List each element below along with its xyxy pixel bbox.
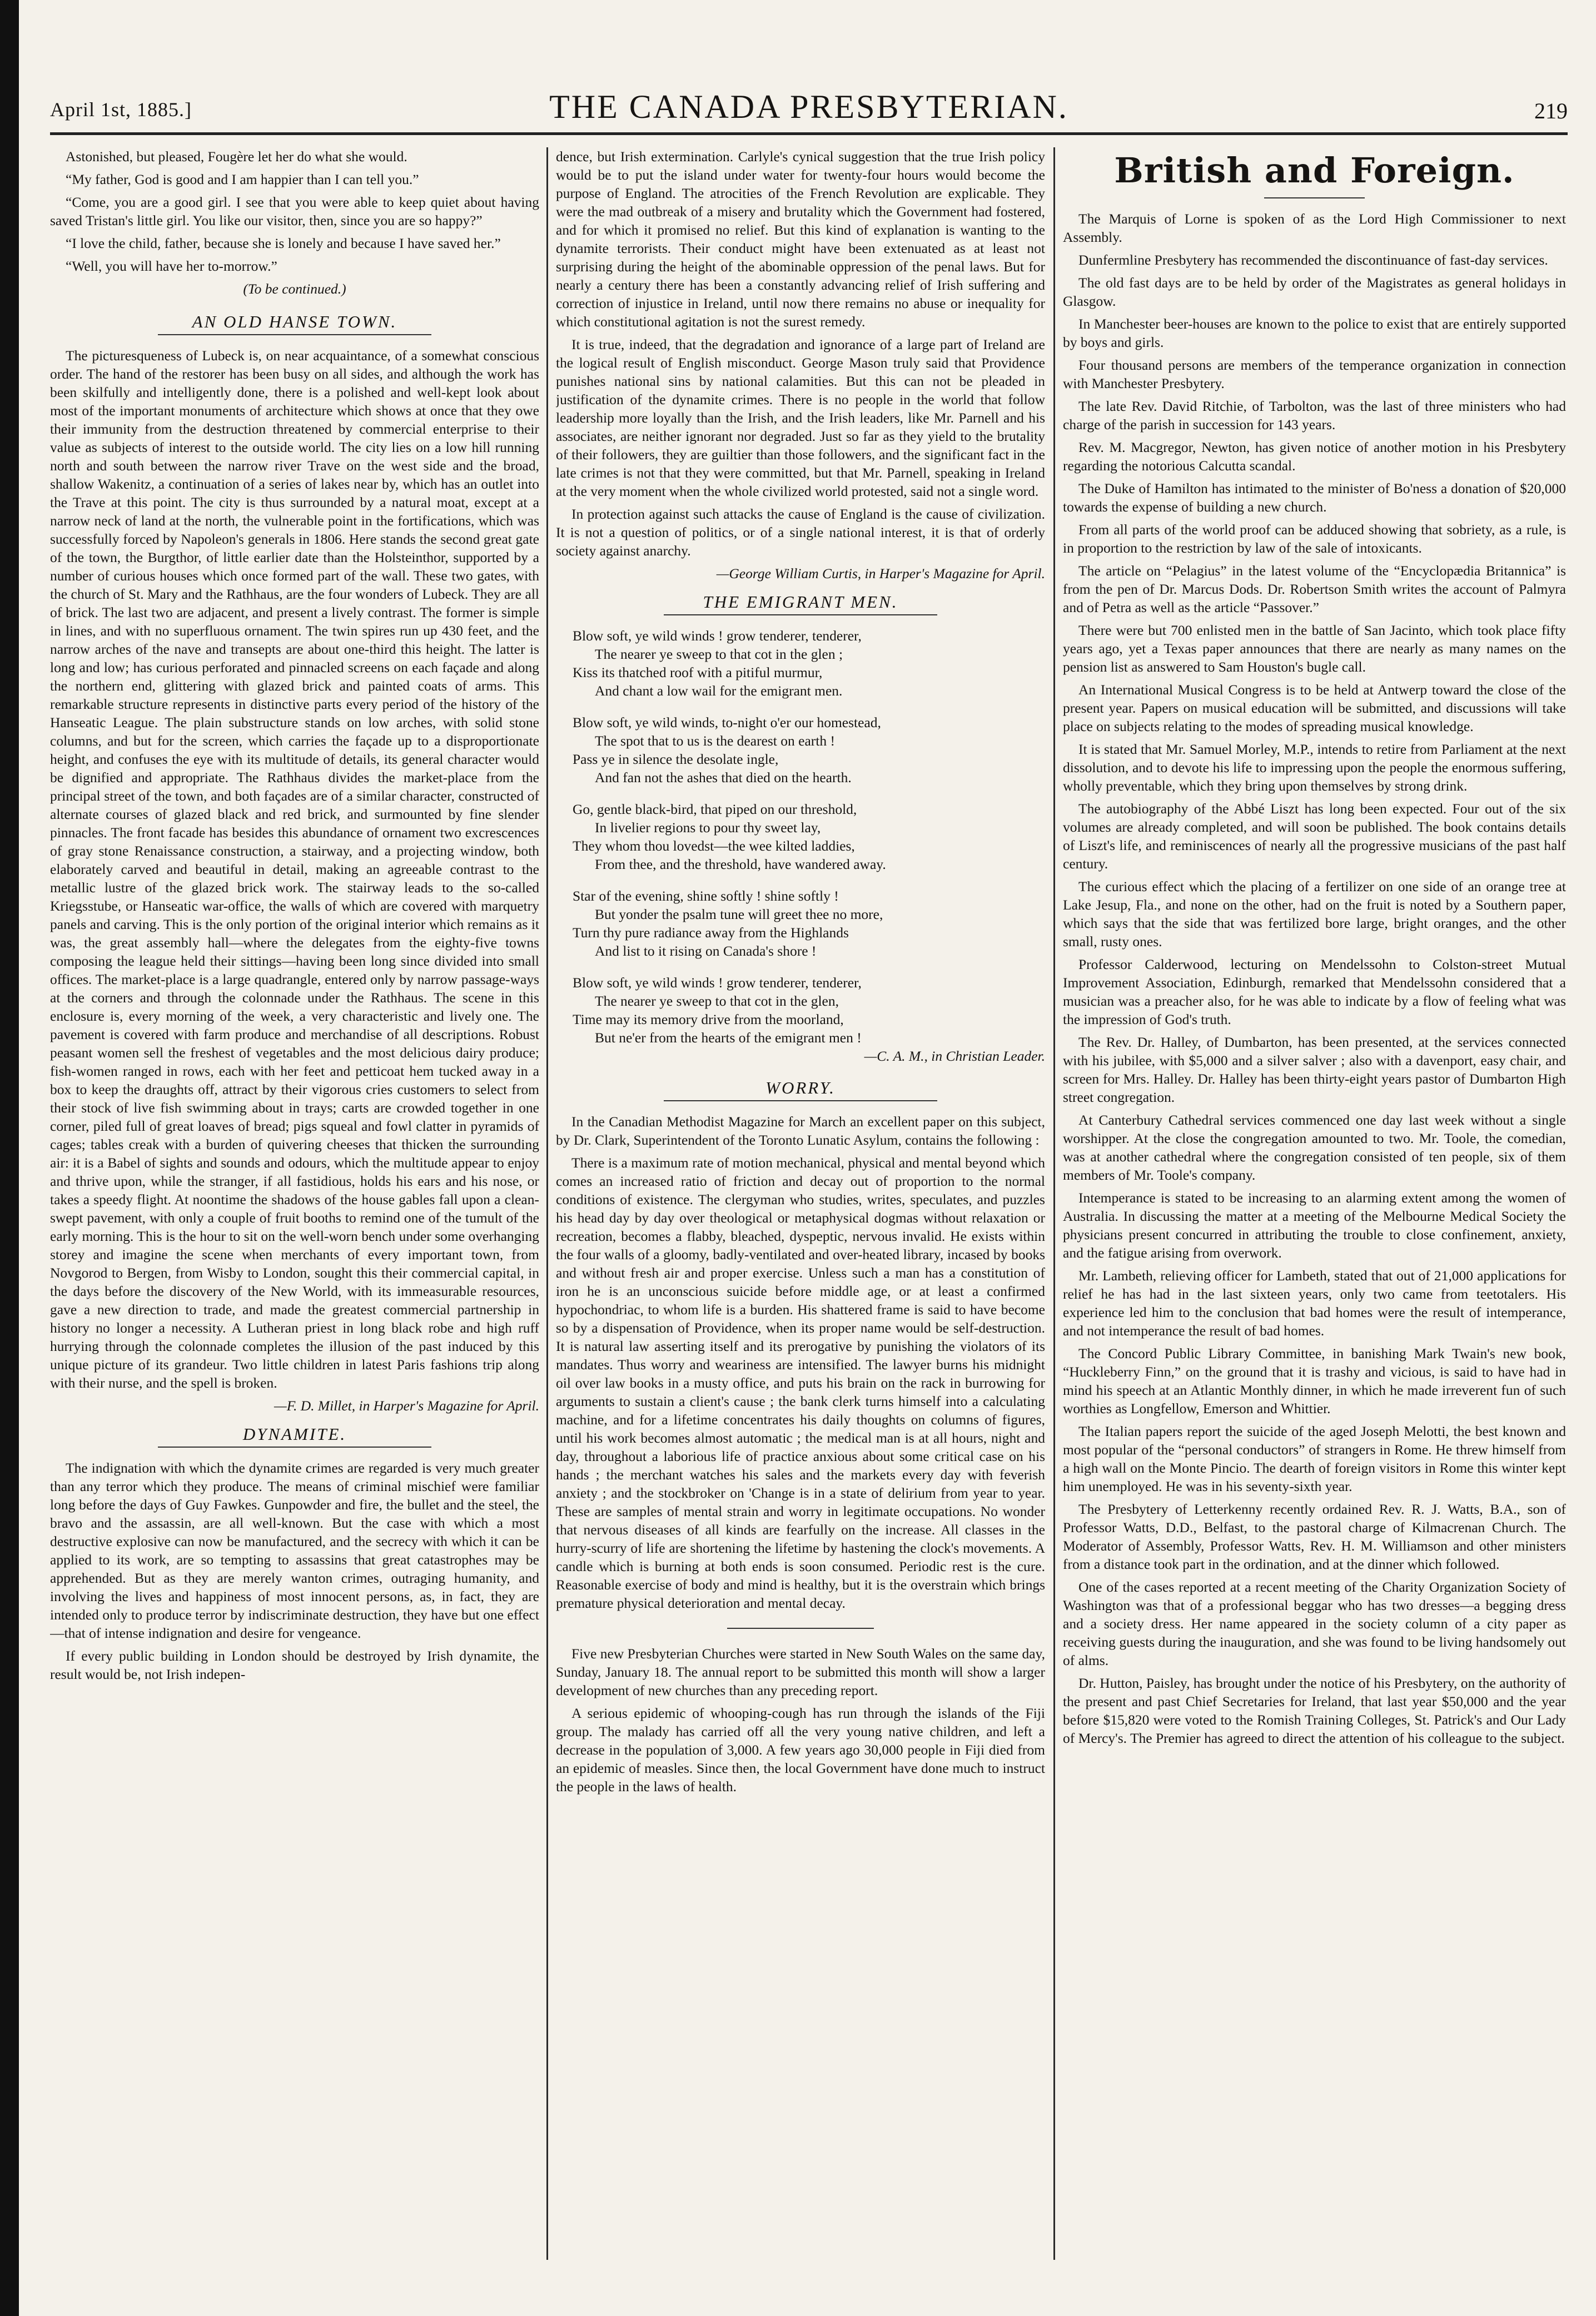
- paragraph: Astonished, but pleased, Fougère let her do what she would.: [66, 148, 407, 165]
- column-2: [556, 147, 1045, 2260]
- poem-credit: —C. A. M., in Christian Leader.: [864, 1048, 1045, 1064]
- news-item: The Presbytery of Letterkenny recently ordained Rev. R. J. Watts, B.A., son of Professor Watts, D.D., Belfast, to the pastoral charge of Kilmacrenan Church. The Moderator of Assembly, Professor Watts, Rev. H. M. Williamson and other ministers from a distance took part in the ordination, and at the dinner which followed.: [1063, 1501, 1566, 1572]
- news-item: Rev. M. Macgregor, Newton, has given notice of another motion in his Presbytery regarding the notorious Calcutta scandal.: [1063, 439, 1566, 474]
- news-item: The Duke of Hamilton has intimated to the minister of Bo'ness a donation of $20,000 towards the expense of building a new church.: [1063, 480, 1566, 515]
- news-item: Four thousand persons are members of the temperance organization in connection with Manchester Presbytery.: [1063, 357, 1566, 391]
- poem-stanza: [556, 887, 1045, 960]
- poem-line: And chant a low wail for the emigrant men.: [595, 683, 843, 699]
- paragraph: If every public building in London should be destroyed by Irish dynamite, the result would be, not Irish indepen-: [50, 1648, 539, 1682]
- news-item: From all parts of the world proof can be adduced showing that sobriety, as a rule, is in proportion to the restriction by law of the sale of intoxicants.: [1063, 521, 1566, 556]
- news-item: The old fast days are to be held by order of the Magistrates as general holidays in Glasgow.: [1063, 275, 1566, 309]
- continued-note: (To be continued.): [243, 281, 346, 297]
- poem-line: Turn thy pure radiance away from the Highlands: [573, 925, 849, 941]
- news-item: The Italian papers report the suicide of the aged Joseph Melotti, the best known and most popular of the “personal conductors” of strangers in Rome. He threw himself from a high wall on the Monte Pincio. The dearth of foreign visitors in Rome this winter kept him unemployed. He was in his seventy-sixth year.: [1063, 1423, 1566, 1494]
- article-title-hanse-town: AN OLD HANSE TOWN.: [158, 312, 432, 335]
- article-credit: —F. D. Millet, in Harper's Magazine for April.: [274, 1398, 539, 1414]
- news-item: Five new Presbyterian Churches were started in New South Wales on the same day, Sunday, January 18. The annual report to be submitted this month will show a larger development of new churches than any preceding report.: [556, 1646, 1045, 1698]
- poem-title: THE EMIGRANT MEN.: [664, 593, 938, 615]
- poem-line: From thee, and the threshold, have wandered away.: [595, 856, 886, 872]
- masthead-title: THE CANADA PRESBYTERIAN.: [549, 88, 1068, 125]
- page-binding-edge: [0, 0, 19, 2316]
- news-item: Dr. Hutton, Paisley, has brought under the notice of his Presbytery, on the authority of the present and past Chief Secretaries for Ireland, that last year $50,000 and the year before $15,820 were voted to the Romish Training Colleges, St. Patrick's and Our Lady of Mercy's. The Premier has agreed to direct the attention of his colleague to the subject.: [1063, 1675, 1566, 1746]
- column-1: [50, 147, 539, 2260]
- news-item: Dunfermline Presbytery has recommended the discontinuance of fast-day services.: [1078, 252, 1548, 268]
- paragraph: It is true, indeed, that the degradation and ignorance of a large part of Ireland are the logical result of English misconduct. George Mason truly said that Providence punishes national sins by national calamities. But this can not be pleaded in justification of the dynamite crimes. There is no people in the world that follow leadership more loyally than the Irish, and the Irish leaders, like Mr. Parnell and his associates, are neither ignorant nor degraded. Just so far as they yield to the brutality of their followers, they are guiltier than those followers, and the significant fact in the late crimes is not that they were committed, but that Mr. Parnell, speaking in Ireland at the very moment when the whole civilized world protested, said not a single word.: [556, 336, 1045, 499]
- news-item: In Manchester beer-houses are known to the police to exist that are entirely supported by boys and girls.: [1063, 316, 1566, 350]
- poem-line: And fan not the ashes that died on the hearth.: [595, 769, 852, 786]
- article-credit: —George William Curtis, in Harper's Magazine for April.: [716, 565, 1045, 582]
- poem-line: Blow soft, ye wild winds ! grow tenderer, tenderer,: [573, 628, 862, 644]
- paragraph: The picturesqueness of Lubeck is, on near acquaintance, of a somewhat conscious order. The hand of the restorer has been busy on all sides, and although the work has been skilfully and intelligently done, there is a polished and well-kept look about most of the important monuments of architecture which shows at once that they owe their immunity from the destruction threatened by commercial enterprise to their value as subjects of interest to the outside world. The city lies on a low hill running north and south between the narrow river Trave on the west side and the broad, shallow Wakenitz, a continuation of a series of lakes near by, which has an outlet into the Trave at this point. The city is thus surrounded by a natural moat, except at a narrow neck of land at the north, the vulnerable point in the fortifications, which was successfully forced by Napoleon's generals in 1806. Here stands the second great gate of the town, the Burgthor, of little earlier date than the Holsteinthor, supported by a number of curious houses which once formed part of the wall. These two gates, with the church of St. Mary and the Rathhaus, are the four wonders of Lubeck. They are all of brick. The last two are adjacent, and present a lively contrast. The former is simple in lines, and with no superfluous ornament. The twin spires run up 430 feet, and the narrow arches of the nave and transepts are about one-third this height. The latter is long and low; has curious perforated and pinnacled screens on each façade and along the northern end, glittering with glazed brick and painted coats of arms. This remarkable structure represents in distinctive parts every period of the history of the Hanseatic League. The plain substructure stands on low arches, with solid stone columns, and but for the screen, which carries the façade up to a disproportionate height, and confuses the eye with its multitude of details, its general character would be dignified and appropriate. The Rathhaus divides the market-place from the principal street of the town, and both façades are of a similar character, constructed of alternate courses of glazed black and red brick, and surmounted by fine slender pinnacles. The front facade has besides this abundance of ornament two excrescences of gray stone Renaissance construction, a stairway, and a projecting window, both elaborately carved and beautiful in detail, making an agreeable contrast to the metallic lustre of the glazed brick work. The stairway leads to the so-called Kriegsstube, or Hanseatic war-office, the walls of which are covered with marquetry panels and carving. This is the only portion of the original interior which remains as it was, the great assembly hall—where the delegates from the eighty-five towns composing the league held their sittings—having been long since divided into small offices. The market-place is a large quadrangle, entered only by narrow passage-ways at the corners and through the colonnade under the Rathhaus. The scene in this enclosure is, every morning of the week, a very characteristic and lively one. The pavement is covered with farm produce and merchandise of all descriptions. Robust peasant women sell the freshest of vegetables and the most delicious dairy produce; fish-women ranged in rows, each with her feet and petticoat hem tucked away in a box to keep the draughts off, attract by their vigorous cries customers to select from their stock of live fish swimming about in trays; carts are crowded together in one corner, piled full of great loaves of bread; pigs squeal and fowl clatter in pyramids of cages; tables creak with a burden of quivering cheeses that thicken the surrounding air: it is a Babel of sights and sounds and odours, which the multitude appear to enjoy and thrive upon, while the stranger, if all fastidious, holds his ears and his nose, or takes a speedy flight. At noontime the shadows of the house gables fall upon a clean-swept pavement, with only a couple of fruit booths to remind one of the tumult of the early morning. This is the hour to sit on the well-worn bench under some overhanging storey and imagine the scene when merchants of every important town, from Novgorod to Bergen, from Wisby to London, sought this their commercial capital, in the days before the discovery of the New World, with its immeasurable resources, gave a new direction to trade, and made the greatest commercial partnership in history no longer a necessity. A Lutheran priest in long black robe and high ruff hurrying through the colonnade completes the illusion of the past induced by this unique picture of its grandeur. Two little children in latest Paris fashions trip along with their nurse, and the spell is broken.: [50, 347, 539, 1391]
- news-item: The article on “Pelagius” in the latest volume of the “Encyclopædia Britannica” is from the pen of Dr. Marcus Dods. Dr. Robertson Smith writes the account of Palmyra and of Petra as well as the article “Passover.”: [1063, 563, 1566, 615]
- column-divider: [546, 147, 548, 2260]
- poem-line: Time may its memory drive from the moorland,: [573, 1011, 844, 1027]
- poem-line: The nearer ye sweep to that cot in the glen ;: [595, 646, 843, 662]
- poem-line: Kiss its thatched roof with a pitiful murmur,: [573, 664, 823, 680]
- paragraph: “I love the child, father, because she is lonely and because I have saved her.”: [66, 235, 501, 251]
- poem-line: Go, gentle black-bird, that piped on our threshold,: [573, 801, 857, 817]
- news-item: The curious effect which the placing of a fertilizer on one side of an orange tree at Lake Jesup, Fla., and none on the other, had on the fruit is noted by a Southern paper, which says that the side that was fertilized bore large, bright oranges, and the other small, rusty ones.: [1063, 878, 1566, 950]
- section-divider: [727, 1628, 874, 1629]
- news-item: The Marquis of Lorne is spoken of as the Lord High Commissioner to next Assembly.: [1063, 211, 1566, 245]
- news-item: A serious epidemic of whooping-cough has run through the islands of the Fiji group. The malady has carried off all the very young native children, and left a decrease in the population of 3,000. A few years ago 30,000 people in Fiji died from an epidemic of measles. Since then, the local Government have done much to instruct the people in the laws of health.: [556, 1705, 1045, 1795]
- poem: [556, 627, 1045, 1065]
- paragraph: “Come, you are a good girl. I see that you were able to keep quiet about having saved Tristan's little girl. You like our visitor, then, since you are so happy?”: [50, 194, 539, 228]
- issue-date: April 1st, 1885.]: [50, 98, 192, 121]
- news-item: At Canterbury Cathedral services commenced one day last week without a single worshipper. At the close the congregation amounted to two. Mr. Toole, the comedian, was at another cathedral where the congregation consisted of ten people, six of them members of Mr. Toole's company.: [1063, 1112, 1566, 1183]
- poem-line: They whom thou lovedst—the wee kilted laddies,: [573, 838, 855, 854]
- article-title-worry: WORRY.: [664, 1079, 938, 1101]
- paragraph: “Well, you will have her to-morrow.”: [66, 258, 277, 274]
- poem-stanza: [556, 800, 1045, 873]
- poem-line: Blow soft, ye wild winds ! grow tenderer, tenderer,: [573, 975, 862, 991]
- poem-stanza: [556, 713, 1045, 787]
- story-ending: [50, 147, 539, 298]
- news-item: The autobiography of the Abbé Liszt has long been expected. Four out of the six volumes are already completed, and will soon be published. The book contains details of Liszt's life, and reminiscences of nearly all the progressive musicians of the past half century.: [1063, 801, 1566, 872]
- column-divider: [1053, 147, 1055, 2260]
- poem-stanza: [556, 973, 1045, 1065]
- poem-line: Star of the evening, shine softly ! shine softly !: [573, 888, 839, 904]
- news-item: It is stated that Mr. Samuel Morley, M.P., intends to retire from Parliament at the next dissolution, and to devote his life to impressing upon the people the enormous suffering, wholly preventable, which they bring upon themselves by strong drink.: [1063, 741, 1566, 794]
- section-divider: [1264, 197, 1365, 198]
- section-title-british-and-foreign: British and Foreign.: [1114, 150, 1515, 191]
- news-item: The Concord Public Library Committee, in banishing Mark Twain's new book, “Huckleberry Finn,” on the ground that it is trashy and vicious, is said to have had in mind his speech at an Atlantic Monthly dinner, in which he made irreverent fun of such worthies as Longfellow, Emerson and Whittier.: [1063, 1345, 1566, 1417]
- news-item: Intemperance is stated to be increasing to an alarming extent among the women of Australia. In discussing the matter at a meeting of the Melbourne Medical Society the physicians present concurred in attributing the trouble to close confinement, anxiety, and the fatigue arising from overwork.: [1063, 1190, 1566, 1261]
- page-number: 219: [1534, 98, 1568, 123]
- news-item: Professor Calderwood, lecturing on Mendelssohn to Colston-street Mutual Improvement Association, Edinburgh, remarked that Mendelssohn considered that a musician was a preacher also, for he was able to indicate by a flow of feeling what was the impression of God's truth.: [1063, 956, 1566, 1027]
- poem-line: And list to it rising on Canada's shore !: [595, 943, 817, 959]
- poem-line: The spot that to us is the dearest on earth !: [595, 733, 835, 749]
- news-item: An International Musical Congress is to be held at Antwerp toward the close of the present year. Papers on musical education will be submitted, and discussions will take place on subjects relating to the modes of spreading musical knowledge.: [1063, 682, 1566, 734]
- poem-stanza: [556, 627, 1045, 700]
- poem-line: Blow soft, ye wild winds, to-night o'er our homestead,: [573, 714, 881, 730]
- news-item: There were but 700 enlisted men in the battle of San Jacinto, which took place fifty years ago, yet a Texas paper announces that there are nearly as many names on the pension list as answered to Sam Houston's bugle call.: [1063, 622, 1566, 675]
- column-3: [1063, 147, 1566, 2260]
- poem-line: But yonder the psalm tune will greet thee no more,: [595, 906, 883, 922]
- news-items-list: [1063, 210, 1566, 1747]
- paragraph: There is a maximum rate of motion mechanical, physical and mental beyond which comes an increased ratio of friction and decay out of proportion to the normal conditions of existence. The clergyman who studies, writes, speculates, and puzzles his head day by day over theological or metaphysical dogmas without relaxation or recreation, becomes a flabby, bleached, dyspeptic, nervous invalid. He exists within the four walls of a gloomy, badly-ventilated and over-heated library, incased by books and without fresh air and proper exercise. Unless such a man has a constitution of iron he is an unconscious suicide before middle age, or at least a confirmed hypochondriac, to whom life is a burden. His shattered frame is said to have become so by a dispensation of Providence, when its proper name would be self-destruction. It is natural law asserting itself and its prerogative by punishing the violators of its mandates. Thus worry and weariness are intensified. The lawyer burns his midnight oil over law books in a musty office, and puts his brain on the rack in burrowing for arguments to sustain a client's cause ; the bank clerk turns himself into a calculating machine, and for a lifetime concentrates his daily thoughts on columns of figures, until his work becomes almost automatic ; the medical man is at all hours, night and day, throughout a laborious life of practice anxious about some critical case on his hands ; the merchant watches his sales and the markets every day with feverish anxiety ; and the stockbroker on 'Change is in a state of delirium from year to year. These are samples of mental strain and worry in legitimate occupations. No wonder that nervous diseases of all kinds are fearfully on the increase. All classes in the hurry-scurry of life are shortening the lifetime by hastening the clock's movements. A candle which is burning at both ends is soon consumed. Periodic rest is the cure. Reasonable exercise of body and mind is healthy, but it is the overstrain which brings premature physical deterioration and mental decay.: [556, 1155, 1045, 1611]
- poem-line: The nearer ye sweep to that cot in the glen,: [595, 993, 839, 1009]
- page-header: [50, 88, 1568, 135]
- paragraph: In the Canadian Methodist Magazine for March an excellent paper on this subject, by Dr. Clark, Superintendent of the Toronto Lunatic Asylum, contains the following :: [556, 1114, 1045, 1148]
- news-item: The late Rev. David Ritchie, of Tarbolton, was the last of three ministers who had charge of the parish in succession for 143 years.: [1063, 398, 1566, 433]
- paragraph: The indignation with which the dynamite crimes are regarded is very much greater than any terror which they produce. The means of criminal mischief were familiar long before the days of Guy Fawkes. Gunpowder and fire, the bullet and the steel, the bravo and the assassin, are all well-known. But the case with which a most destructive explosive can now be manufactured, and the secrecy with which it can be applied to its work, are so tempting to assassins that great catastrophes may be apprehended. But as they are merely wanton crimes, outraging humanity, and involving the lives and happiness of most innocent persons, as, in fact, they are intended only to produce terror by indiscriminate destruction, they have but one effect—that of intense indignation and desire for vengeance.: [50, 1460, 539, 1641]
- poem-line: In livelier regions to pour thy sweet lay,: [595, 819, 821, 836]
- news-item: The Rev. Dr. Halley, of Dumbarton, has been presented, at the services connected with his jubilee, with $5,000 and a silver salver ; also with a davenport, easy chair, and screen for Mrs. Halley. Dr. Halley has been thirty-eight years pastor of Dumbarton High street congregation.: [1063, 1034, 1566, 1105]
- poem-line: Pass ye in silence the desolate ingle,: [573, 751, 779, 767]
- news-item: One of the cases reported at a recent meeting of the Charity Organization Society of Washington was that of a professional beggar who has two dresses—a begging dress and a society dress. Her name appeared in the society column of a city paper as receiving guests during the inauguration, and she was found to be living handsomely out of alms.: [1063, 1579, 1566, 1668]
- paragraph: dence, but Irish extermination. Carlyle's cynical suggestion that the true Irish policy would be to put the island under water for twenty-four hours would become the purpose of England. The atrocities of the French Revolution are explicable. They were the mad outbreak of a misery and brutality which the Government had fostered, and for which it promised no relief. But this kind of explanation is wanting to the dynamite terrorists. Their conduct might have been extenuated as at least not surprising during the height of the abominable oppression of the penal laws. But for nearly a century there has been a constantly advancing relief of Irish suffering and correction of injustice in Ireland, until now there remains no abuse or inequality for which constitutional agitation is not the surest remedy.: [556, 148, 1045, 330]
- news-item: Mr. Lambeth, relieving officer for Lambeth, stated that out of 21,000 applications for relief he has had in the last sixteen years, only two came from teetotalers. His experience led him to the conclusion that bad homes were the result of intemperance, and not intemperance the result of bad homes.: [1063, 1268, 1566, 1339]
- article-title-dynamite: DYNAMITE.: [158, 1425, 432, 1448]
- paragraph: In protection against such attacks the cause of England is the cause of civilization. It is not a question of politics, or of a single national interest, it is that of orderly society against anarchy.: [556, 506, 1045, 559]
- paragraph: “My father, God is good and I am happier than I can tell you.”: [66, 171, 419, 187]
- poem-line: But ne'er from the hearts of the emigrant men !: [595, 1030, 862, 1046]
